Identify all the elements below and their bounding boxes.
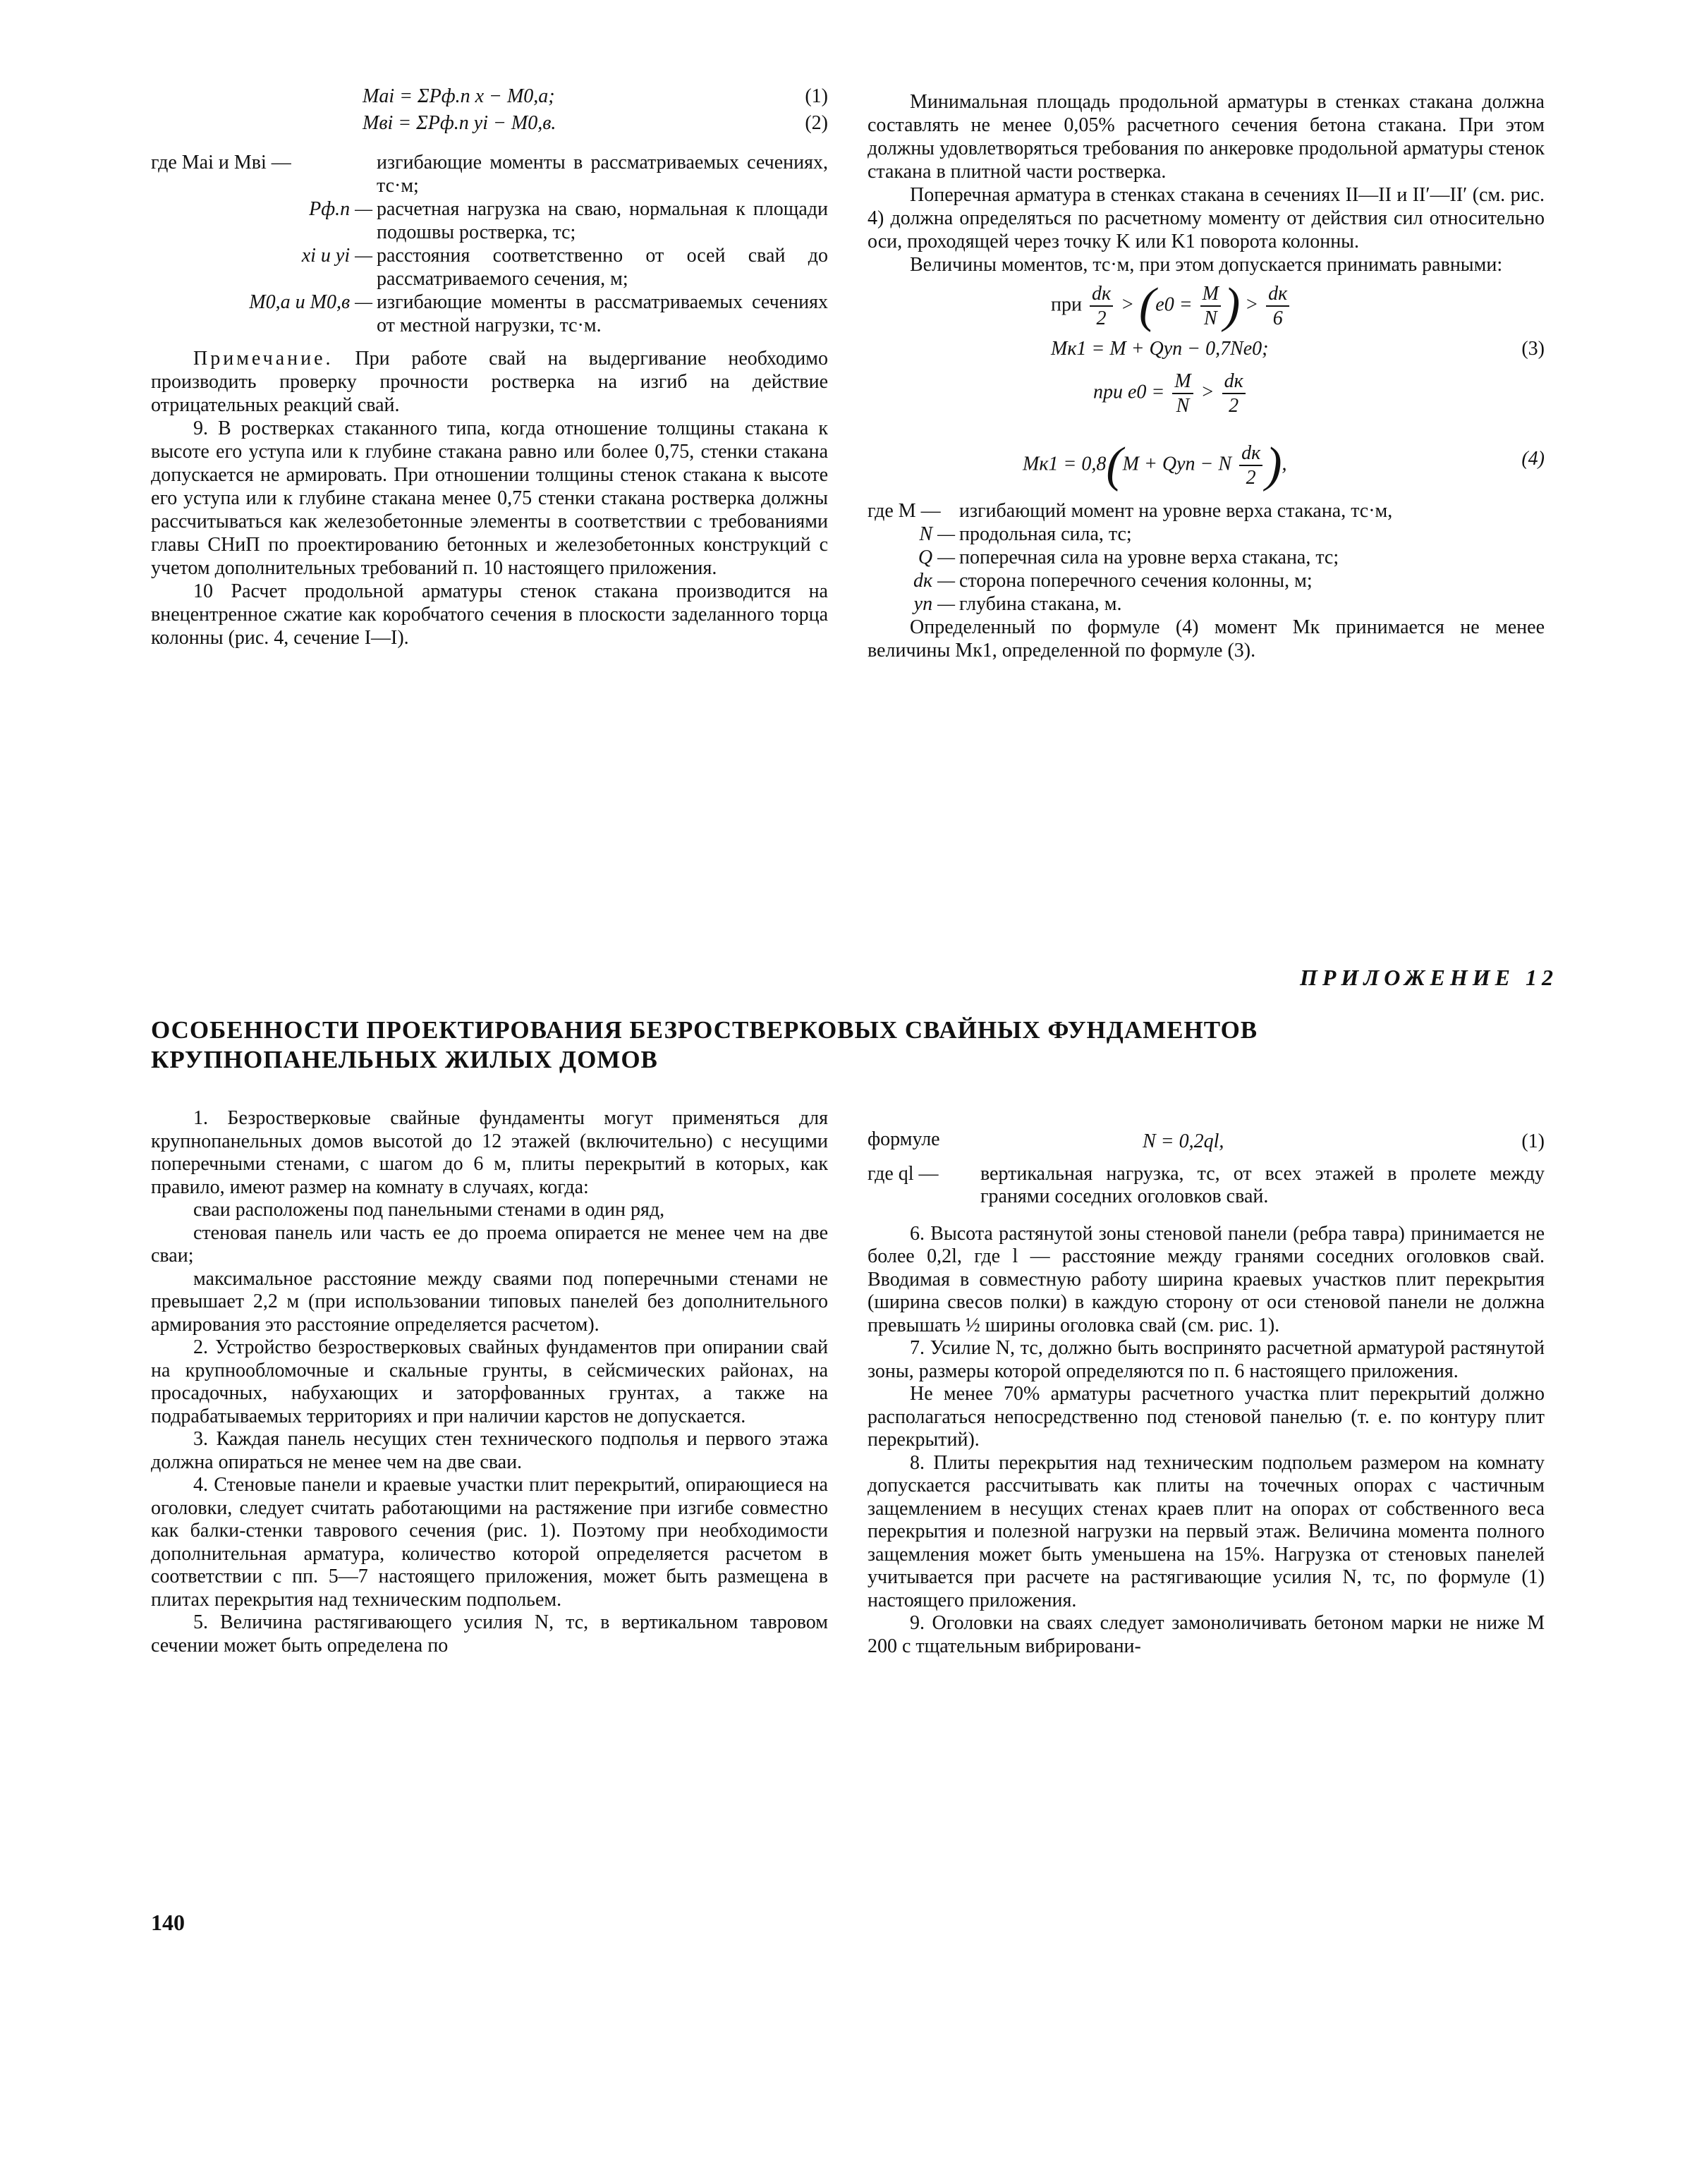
note-label: Примечание. <box>193 348 334 370</box>
fraction: $\frac{M}{N}$ <box>1172 370 1193 417</box>
where-item: где M — изгибающий момент на уровне верха стакана, тс·м, <box>868 500 1393 522</box>
formula-2 <box>151 111 828 138</box>
fraction: dк 2 <box>1222 370 1246 417</box>
formula-2-text: Mвi = ΣPф.п yi − M0,в. <box>363 112 556 134</box>
condition-2: при e0 = $\frac{M}{N}$ > dк 2 <box>868 370 1545 427</box>
where-item: где ql — вертикальная нагрузка, тс, от всех этажей в пролете между гранями соседних оголовков свай. <box>868 1162 1545 1207</box>
paragraph-8: 8. Плиты перекрытия над техническим подпольем размером на комнату допускается рассчитывать как плиты на точечных опорах с частичным защемлением в несущих стенах краев плит на опорах от собственного веса перекрытия и полезной нагрузки на первый этаж. Величина момента полного защемления может быть уменьшена на 15%. Нагрузка от стеновых панелей учитывается при расчете на растягивающие усилия N, тс, по формуле (1) настоящего приложения. <box>868 1451 1545 1611</box>
paragraph-condition: сваи расположены под панельными стенами в один ряд, <box>193 1199 665 1221</box>
fraction: $\frac{M}{N}$ <box>1200 282 1221 330</box>
where-item: M0,а и M0,в — изгибающие моменты в рассматриваемых сечениях от местной нагрузки, тс·м. <box>249 291 828 336</box>
formula-2-number: (2) <box>805 112 828 134</box>
where-item: xi и yi — расстояния соответственно от осей свай до рассматриваемого сечения, м; <box>301 245 828 290</box>
where-item: где Mai и Mвi — изгибающие моменты в рассматриваемых сечениях, тс·м; <box>151 152 828 197</box>
paragraph-1: 1. Безростверковые свайные фундаменты могут применяться для крупнопанельных домов высотой до 12 этажей (включительно) с несущими поперечными стенами, с шагом до 6 м, плиты перекрытий в которых, как правило, имеют размер на комнату в случаях, когда: <box>151 1107 828 1198</box>
paragraph-transverse: Поперечная арматура в стенках стакана в сечениях II—II и II′—II′ (см. рис. 4) должна определяться по расчетному моменту от действия сил относительно оси, проходящей через точку K или K1 поворота колонны. <box>868 184 1545 252</box>
paragraph-moment-mk: Определенный по формуле (4) момент Mк принимается не менее величины Mк1, определенной по формуле (3). <box>868 616 1545 661</box>
appendix-label: ПРИЛОЖЕНИЕ 12 <box>1299 965 1558 990</box>
formula-4: Mк1 = 0,8(M + Qyп − N dк 2 ), (4) <box>1023 438 1545 492</box>
paragraph-condition: стеновая панель или часть ее до проема опирается не менее чем на две сваи; <box>151 1221 828 1267</box>
fraction: dк 2 <box>1090 282 1113 330</box>
formula-1-number: (1) <box>805 85 828 107</box>
where-item: Pф.п — расчетная нагрузка на сваю, нормальная к площади подошвы ростверка, тс; <box>309 198 828 243</box>
condition-1: при dк 2 > (e0 = $\frac{M}{N}$ ) > dк 6 <box>868 282 1545 337</box>
paragraph-7: 7. Усилие N, тс, должно быть воспринято расчетной арматурой растянутой зоны, размеры которой определяются по п. 6 настоящего приложения. <box>868 1337 1545 1382</box>
section-title-line-1: ОСОБЕННОСТИ ПРОЕКТИРОВАНИЯ БЕЗРОСТВЕРКОВЫХ СВАЙНЫХ ФУНДАМЕНТОВ <box>151 1016 1258 1044</box>
paragraph-10: 10 Расчет продольной арматуры стенок стакана производится на внецентренное сжатие как коробчатого сечения в плоскости заделанного торца колонны (рис. 4, сечение I—I). <box>151 580 828 649</box>
paragraph-3: 3. Каждая панель несущих стен технического подполья и первого этажа должна опираться не менее чем на две сваи. <box>151 1428 828 1473</box>
formula-1-text: Mai = ΣPф.п x − M0,а; <box>363 85 555 107</box>
formula-4-number: (4) <box>1521 448 1545 470</box>
fraction: dк 6 <box>1266 282 1289 330</box>
paragraph-9: 9. В ростверках стаканного типа, когда отношение толщины стакана к высоте его уступа или к глубине стакана равно или более 0,75, стенки стакана допускается не армировать. При отношении толщины стенок стакана к высоте его уступа или к глубине стакана менее 0,75 стенки стакана ростверка должны рассчитываться как железобетонные элементы в соответствии с требованиями главы СНиП по проектированию бетонных и железобетонных конструкций с учетом дополнительных требований п. 10 настоящего приложения. <box>151 417 828 579</box>
section-title-line-2: КРУПНОПАНЕЛЬНЫХ ЖИЛЫХ ДОМОВ <box>151 1046 658 1073</box>
formula-n-number: (1) <box>1521 1130 1545 1152</box>
where-item: dк — сторона поперечного сечения колонны, м; <box>913 570 1313 592</box>
formula-intro: формуле <box>868 1128 940 1150</box>
top-left-column <box>151 85 828 649</box>
paragraph-2: 2. Устройство безростверковых свайных фундаментов при опирании свай на крупнообломочные и скальные грунты, в сейсмических районах, на просадочных, набухающих и заторфованных грунтах, а также на подрабатываемых территориях и при наличии карстов не допускается. <box>151 1336 828 1427</box>
note-text: При работе свай на выдергивание необходимо производить проверку прочности ростверка на изгиб на действие отрицательных реакций свай. <box>151 348 829 416</box>
fraction: dк 2 <box>1239 441 1262 489</box>
paragraph-70-percent: Не менее 70% арматуры расчетного участка плит перекрытий должно располагаться непосредственно под стеновой панелью (т. е. по контуру плит перекрытий). <box>868 1383 1545 1451</box>
top-right-column <box>868 90 1545 662</box>
note-paragraph <box>151 347 828 417</box>
paragraph-5: 5. Величина растягивающего усилия N, тс, в вертикальном тавровом сечении может быть определена по <box>151 1611 828 1657</box>
bottom-right-column <box>868 1128 1545 1658</box>
formula-3-number: (3) <box>1521 338 1545 360</box>
paragraph-moments: Величины моментов, тс·м, при этом допускается принимать равными: <box>910 254 1503 276</box>
paragraph-9-bottom: 9. Оголовки на сваях следует замоноличивать бетоном марки не ниже М 200 с тщательным вибрировани- <box>868 1612 1545 1657</box>
where-item: Q — поперечная сила на уровне верха стакана, тс; <box>918 547 1339 568</box>
where-item: N — продольная сила, тс; <box>919 523 1132 545</box>
paragraph-min-area: Минимальная площадь продольной арматуры в стенках стакана должна составлять не менее 0,05% расчетного сечения бетона стакана. При этом должны удовлетворяться требования по анкеровке продольной арматуры стенок стакана в плитной части ростверка. <box>868 91 1545 183</box>
section-title <box>151 1015 1533 1075</box>
bottom-left-column <box>151 1107 828 1657</box>
formula-n: N = 0,2ql, (1) <box>1143 1130 1545 1152</box>
formula-3: Mк1 = M + Qyп − 0,7Ne0; (3) <box>1051 338 1545 360</box>
paragraph-condition: максимальное расстояние между сваями под поперечными стенами не превышает 2,2 м (при использовании типовых панелей без дополнительного армирования это расстояние определяется расчетом). <box>151 1267 828 1336</box>
where-item: yп — глубина стакана, м. <box>913 593 1122 615</box>
page-number: 140 <box>151 1910 185 1935</box>
formula-1 <box>151 85 828 111</box>
paragraph-4: 4. Стеновые панели и краевые участки плит перекрытий, опирающиеся на оголовки, следует считать работающими на растяжение при изгибе совместно как балки-стенки таврового сечения (рис. 1). Поэтому при необходимости дополнительная арматура, количество которой определяется расчетом в соответствии с пп. 5—7 настоящего приложения, может быть размещена в плитах перекрытия над техническим подпольем. <box>151 1474 828 1611</box>
paragraph-6: 6. Высота растянутой зоны стеновой панели (ребра тавра) принимается не более 0,2l, где l — расстояние между гранями соседних оголовков свай. Вводимая в совместную работу ширина краевых участков плит перекрытия (ширина свесов полки) в каждую сторону от оси стеновой панели не должна превышать ½ ширины оголовка свай (см. рис. 1). <box>868 1222 1545 1336</box>
